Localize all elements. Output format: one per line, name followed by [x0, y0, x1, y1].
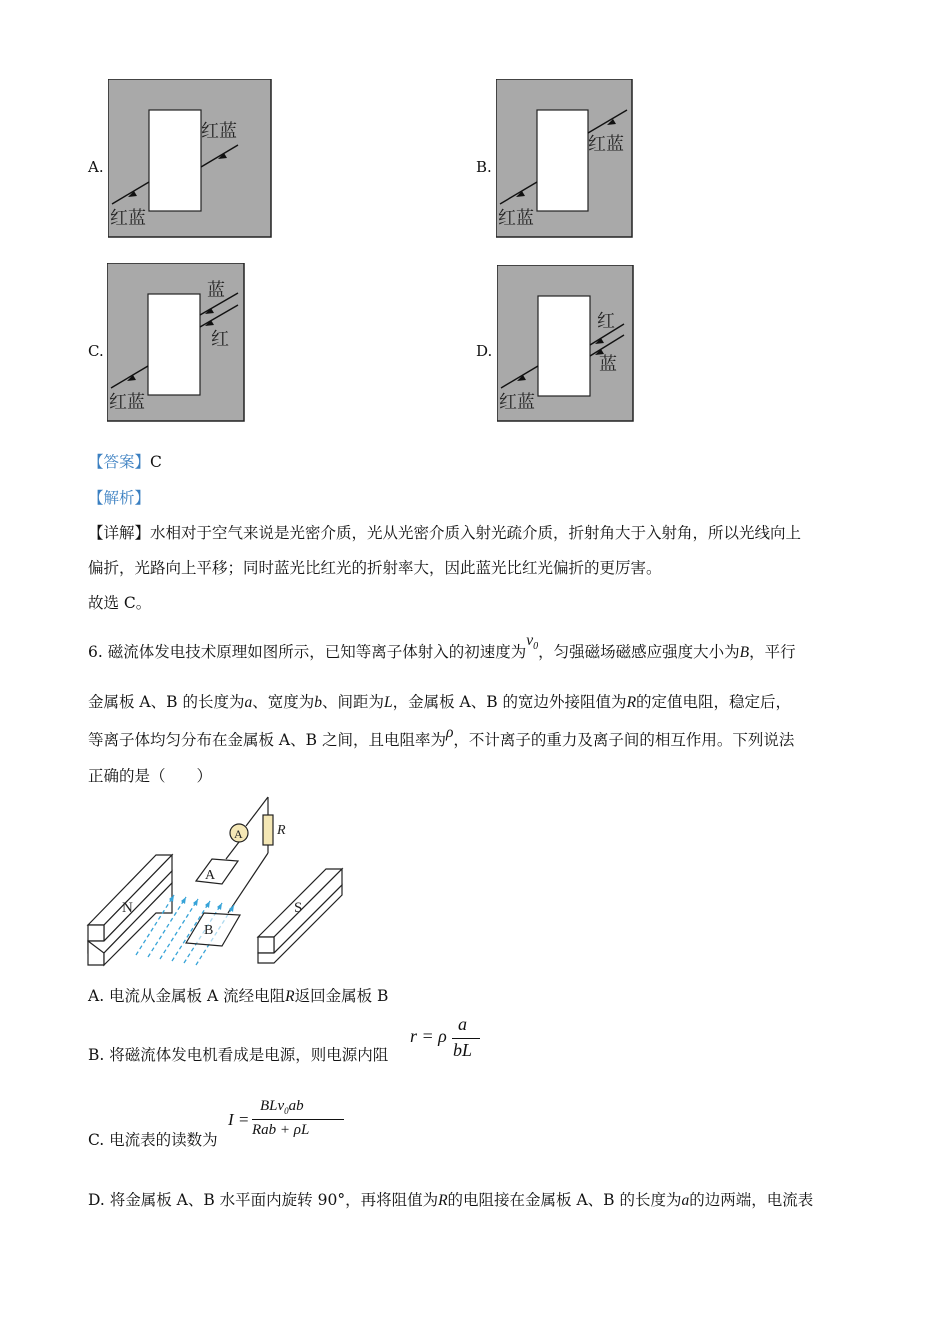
width-b-symbol: b	[314, 694, 322, 711]
v0-symbol: $v_0$	[526, 632, 539, 653]
q6-line-2: 金属板 A、B 的长度为a、宽度为b、间距为L，金属板 A、B 的宽边外接阻值为R的定值电阻，稳定后，	[88, 693, 792, 711]
refraction-diagram-d	[497, 265, 635, 425]
plate-a-label: A	[205, 868, 216, 883]
detail-line-2: 偏折，光路向上平移；同时蓝光比红光的折射率大，因此蓝光比红光偏折的更厉害。	[88, 559, 662, 577]
resistor-icon	[263, 815, 273, 845]
out-label-a: 红蓝	[201, 121, 237, 142]
option-b-label: B.	[476, 158, 492, 176]
resistor-label: R	[277, 823, 286, 838]
in-label-d: 红蓝	[499, 392, 535, 413]
option-d-label: D.	[476, 342, 493, 360]
gap-l-symbol: L	[383, 694, 393, 711]
answer-tag: 【答案】	[88, 453, 151, 471]
in-label-b: 红蓝	[498, 208, 534, 229]
answer-value: C	[150, 453, 162, 471]
out-top-label-d: 红	[597, 311, 615, 332]
choice-a: A. 电流从金属板 A 流经电阻R返回金属板 B	[88, 987, 389, 1005]
mhd-generator-diagram	[86, 795, 356, 970]
ammeter-label: A	[234, 827, 243, 841]
refraction-diagram-c	[107, 263, 246, 423]
plate-b-label: B	[204, 923, 214, 938]
refraction-diagram-a	[108, 79, 273, 239]
q6-text-1a: 6. 磁流体发电技术原理如图所示，已知等离子体射入的初速度为	[88, 643, 527, 661]
out-label-b: 红蓝	[588, 134, 624, 155]
north-pole-label: N	[122, 900, 133, 916]
refraction-diagram-b	[496, 79, 634, 239]
in-label-a: 红蓝	[110, 208, 146, 229]
south-pole-label: S	[294, 900, 303, 916]
choice-d: D. 将金属板 A、B 水平面内旋转 90°，再将阻值为R的电阻接在金属板 A、B 的长度为a的边两端，电流表	[88, 1191, 814, 1209]
detail-tag: 【详解】	[88, 524, 151, 542]
out-bottom-label-d: 蓝	[599, 354, 617, 375]
length-a-symbol: a	[244, 694, 253, 711]
detail-text-1: 水相对于空气来说是光密介质，光从光密介质入射光疏介质，折射角大于入射角，所以光线向上	[150, 524, 802, 542]
b-field-symbol: B	[739, 644, 750, 661]
detail-line-1	[88, 521, 801, 543]
option-c-label: C.	[88, 342, 104, 360]
choice-b: B. 将磁流体发电机看成是电源，则电源内阻	[88, 1046, 389, 1064]
detail-line-3: 故选 C。	[88, 594, 152, 612]
plate-a	[196, 859, 238, 884]
analysis-tag: 【解析】	[88, 489, 151, 507]
option-a-label: A.	[88, 158, 104, 176]
q6-line-3: 等离子体均匀分布在金属板 A、B 之间，且电阻率为ρ，不计离子的重力及离子间的相互作用。下列说法	[88, 724, 795, 749]
in-label-c: 红蓝	[109, 392, 145, 413]
q6-line-4: 正确的是（ ）	[88, 767, 213, 785]
rho-symbol: ρ	[445, 724, 454, 741]
q6-line-1	[88, 632, 796, 664]
q6-text-1b: ，匀强磁场磁感应强度大小为	[538, 643, 740, 661]
q6-text-1c: ，平行	[749, 643, 796, 661]
choice-c: C. 电流表的读数为	[88, 1131, 218, 1149]
out-bottom-label-c: 红	[211, 329, 229, 350]
analysis-line	[88, 486, 150, 508]
out-top-label-c: 蓝	[207, 280, 225, 301]
answer-line	[88, 450, 162, 472]
resistor-r-symbol: R	[626, 694, 637, 711]
